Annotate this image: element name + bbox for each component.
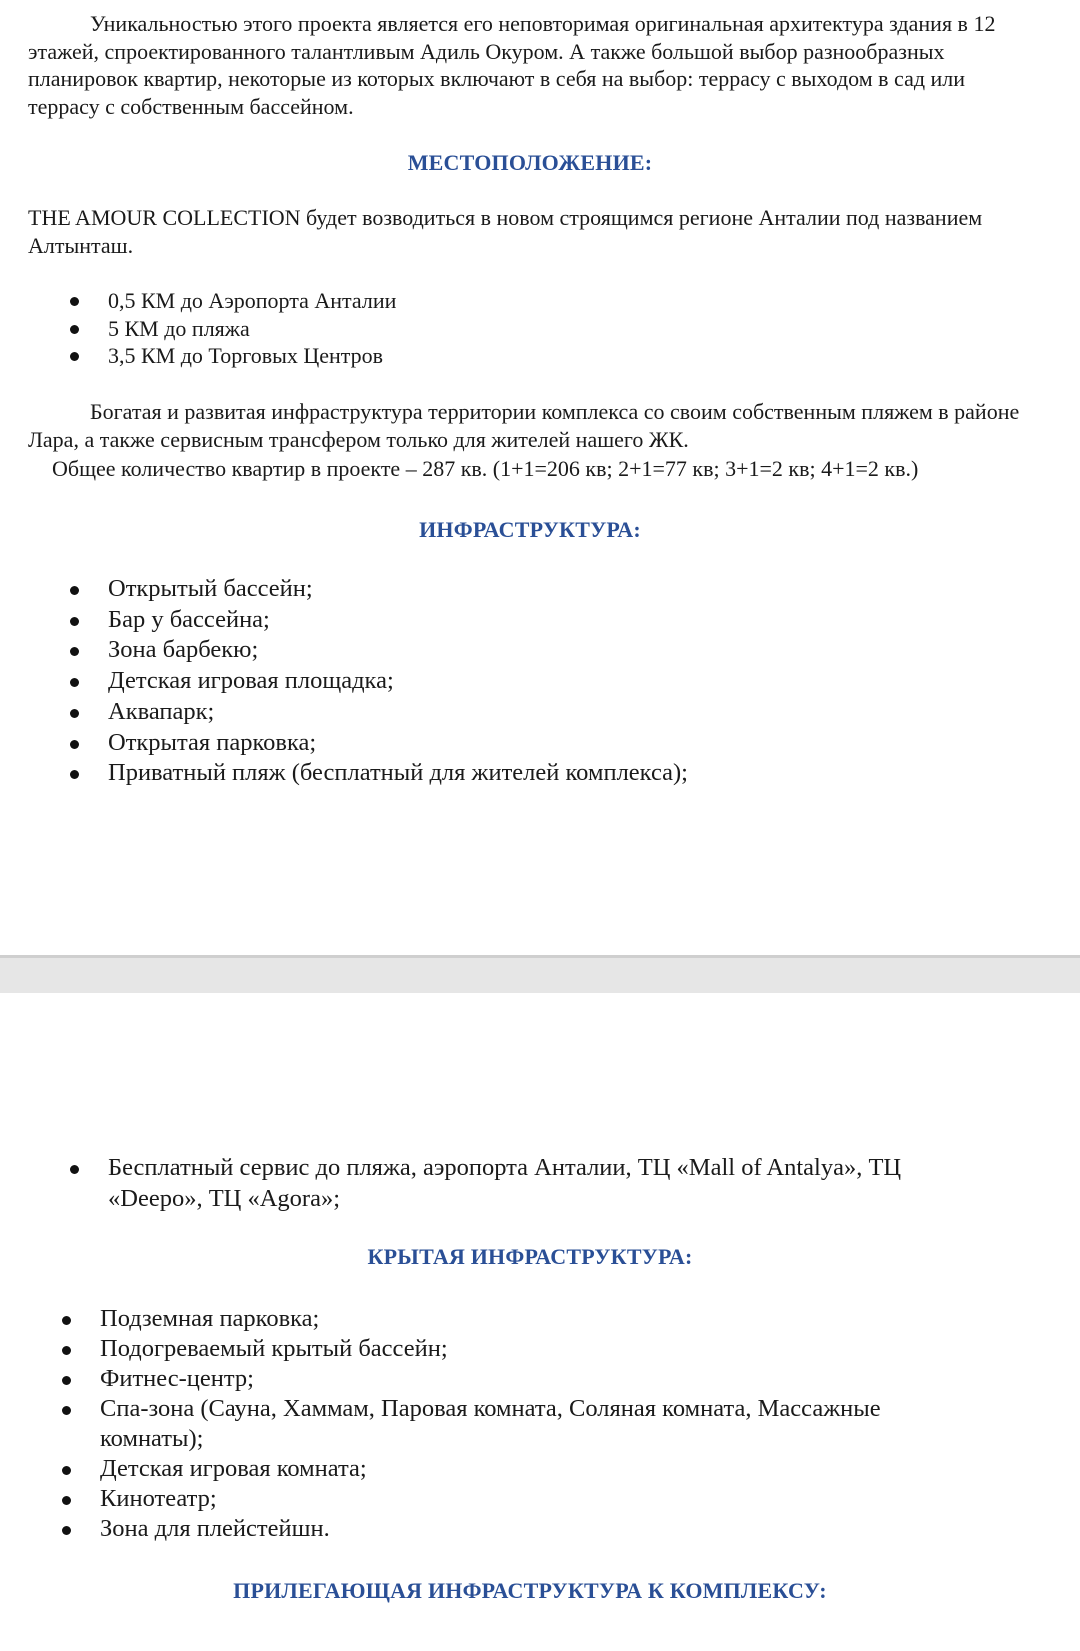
infrastructure-heading: ИНФРАСТРУКТУРА: — [419, 517, 641, 542]
adjacent-infrastructure-heading: ПРИЛЕГАЮЩАЯ ИНФРАСТРУКТУРА К КОМПЛЕКСУ: — [233, 1578, 827, 1603]
page-separator — [0, 955, 1080, 993]
bullet-icon — [70, 709, 79, 718]
infrastructure-list — [28, 574, 1028, 789]
list-item: Подземная парковка; — [28, 1304, 988, 1334]
list-item: Спа-зона (Сауна, Хаммам, Паровая комната, Соляная комната, Массажные комнаты); — [28, 1394, 988, 1454]
bullet-icon — [62, 1346, 71, 1355]
list-item: Зона для плейстейшн. — [28, 1514, 988, 1544]
bullet-icon — [70, 1165, 79, 1174]
list-item: Открытая парковка; — [28, 728, 1028, 759]
bullet-icon — [70, 586, 79, 595]
bullet-icon — [70, 770, 79, 779]
bullet-icon — [70, 297, 79, 306]
location-heading: МЕСТОПОЛОЖЕНИЕ: — [407, 150, 653, 175]
list-item: 0,5 КМ до Аэропорта Анталии — [28, 287, 1028, 315]
list-item: Зона барбекю; — [28, 635, 1028, 666]
list-item: 5 КМ до пляжа — [28, 315, 1028, 343]
list-item: Подогреваемый крытый бассейн; — [28, 1334, 988, 1364]
list-item: Детская игровая комната; — [28, 1454, 988, 1484]
service-list — [28, 1153, 988, 1214]
location-paragraph: THE AMOUR COLLECTION будет возводиться в новом строящимся регионе Анталии под названием Алтынташ. — [28, 205, 983, 258]
bullet-icon — [62, 1526, 71, 1535]
bullet-icon — [62, 1316, 71, 1325]
bullet-icon — [62, 1496, 71, 1505]
list-item: Детская игровая площадка; — [28, 666, 1028, 697]
bullet-icon — [62, 1406, 71, 1415]
infrastructure-paragraph: Богатая и развитая инфраструктура территории комплекса со своим собственным пляжем в районе Лара, а также сервисным трансфером только для жителей нашего ЖК. — [28, 399, 1020, 452]
bullet-icon — [70, 617, 79, 626]
list-item: Бесплатный сервис до пляжа, аэропорта Анталии, ТЦ «Mall of Antalya», ТЦ «Deepo», ТЦ «Agora»; — [28, 1153, 988, 1214]
bullet-icon — [70, 352, 79, 361]
list-item: Аквапарк; — [28, 697, 1028, 728]
distances-list — [28, 287, 1028, 370]
apartments-count-paragraph: Общее количество квартир в проекте – 287 кв. (1+1=206 кв; 2+1=77 кв; 3+1=2 кв; 4+1=2 кв.) — [52, 456, 919, 481]
list-item: 3,5 КМ до Торговых Центров — [28, 342, 1028, 370]
bullet-icon — [70, 647, 79, 656]
bullet-icon — [70, 740, 79, 749]
indoor-infrastructure-heading: КРЫТАЯ ИНФРАСТРУКТУРА: — [367, 1244, 693, 1269]
list-item: Приватный пляж (бесплатный для жителей комплекса); — [28, 758, 1028, 789]
bullet-icon — [70, 325, 79, 334]
list-item: Фитнес-центр; — [28, 1364, 988, 1394]
document-page-2 — [0, 993, 1080, 1651]
list-item: Бар у бассейна; — [28, 605, 1028, 636]
list-item: Кинотеатр; — [28, 1484, 988, 1514]
bullet-icon — [70, 678, 79, 687]
bullet-icon — [62, 1376, 71, 1385]
bullet-icon — [62, 1466, 71, 1475]
indoor-infrastructure-list — [28, 1304, 988, 1544]
intro-paragraph: Уникальностью этого проекта является его неповторимая оригинальная архитектура здания в 12 этажей, спроектированного талантливым Адиль Окуром. А также большой выбор разнообразных планировок квартир, некоторые из которых включают в себя на выбор: террасу с выходом в сад или террасу с собственным бассейном. — [28, 11, 996, 119]
list-item: Открытый бассейн; — [28, 574, 1028, 605]
